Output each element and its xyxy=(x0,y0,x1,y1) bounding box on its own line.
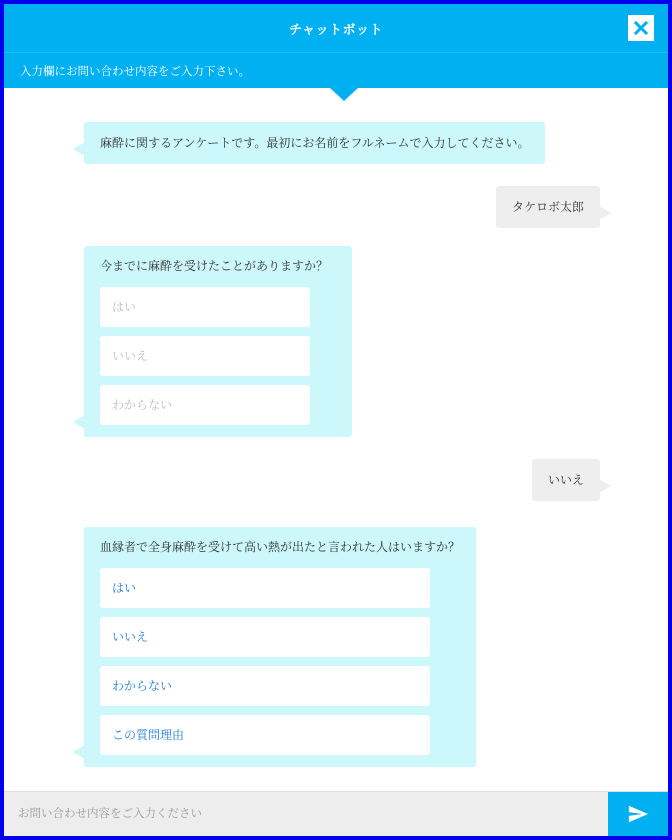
message-row xyxy=(4,186,668,228)
option-button[interactable]: わからない xyxy=(100,385,310,425)
send-button[interactable] xyxy=(608,792,668,836)
message-row xyxy=(4,246,668,437)
message-row xyxy=(4,527,668,767)
message-row xyxy=(4,459,668,501)
send-icon xyxy=(627,803,649,825)
close-icon xyxy=(634,21,648,35)
question-text: 今までに麻酔を受けたことがありますか？ xyxy=(100,259,329,273)
bot-question-card xyxy=(84,246,352,437)
question-text: 血縁者で全身麻酔を受けて高い熱が出たと言われた人はいますか？ xyxy=(100,539,461,554)
user-message-bubble xyxy=(496,186,600,228)
user-message-text: いいえ xyxy=(547,472,584,487)
page-title: チャットボット xyxy=(288,21,384,37)
composer-bar xyxy=(4,791,668,836)
instruction-text: 入力欄にお問い合わせ内容をご入力下さい。 xyxy=(20,65,250,78)
user-message-bubble xyxy=(532,459,600,501)
chat-transcript xyxy=(4,88,668,791)
window-titlebar xyxy=(4,4,668,52)
bot-message-bubble xyxy=(84,122,545,164)
option-button[interactable]: この質問理由 xyxy=(100,715,430,755)
message-row xyxy=(4,122,668,164)
chatbot-window xyxy=(4,4,668,836)
option-button[interactable]: はい xyxy=(100,568,430,608)
bot-question-card xyxy=(84,527,476,767)
option-button[interactable]: わからない xyxy=(100,666,430,706)
option-button[interactable]: いいえ xyxy=(100,617,430,657)
user-message-text: タケロボ太郎 xyxy=(511,200,584,214)
header-pointer-icon xyxy=(330,88,358,101)
message-input[interactable] xyxy=(4,791,608,836)
instruction-bar xyxy=(4,52,668,88)
bot-message-text: 麻酔に関するアンケートです。最初にお名前をフルネームで入力してください。 xyxy=(100,136,530,150)
close-button[interactable] xyxy=(628,15,654,41)
option-button[interactable]: いいえ xyxy=(100,336,310,376)
option-button[interactable]: はい xyxy=(100,287,310,327)
